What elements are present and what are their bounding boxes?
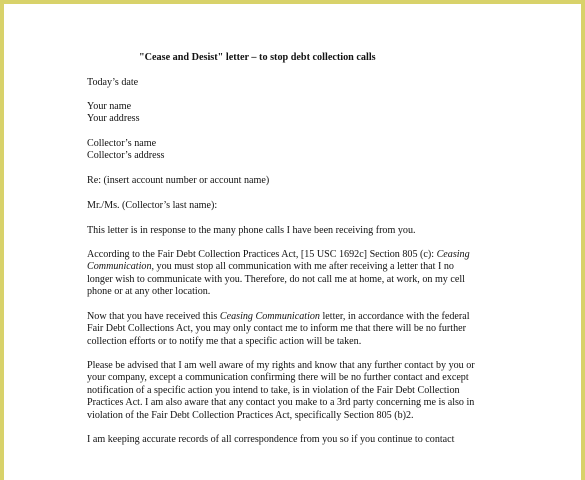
letter-title: "Cease and Desist" letter – to stop debt collection calls xyxy=(139,52,376,63)
reference-line xyxy=(87,175,507,187)
sender-block xyxy=(87,101,507,126)
paragraph-4-line-2: your company, except a communication confirming there will be no further contact and except xyxy=(87,372,469,384)
paragraph-3-italic-term: Ceasing Communication xyxy=(219,311,320,322)
paragraph-5 xyxy=(87,434,507,446)
paragraph-3-line-2: Fair Debt Collections Act, you may only contact me to inform me that there will be no further xyxy=(87,323,466,335)
paragraph-1-line-1: This letter is in response to the many phone calls I have been receiving from you. xyxy=(87,225,416,236)
paragraph-2-line-2 xyxy=(87,261,507,273)
date-line xyxy=(87,77,507,89)
paragraph-2-italic-term-cont: Communication xyxy=(87,261,152,273)
collector-address: Collector’s address xyxy=(87,150,165,162)
paragraph-4-line-4: Practices Act. I am also aware that any contact you make to a 3rd party concerning me is also in xyxy=(87,397,475,409)
paragraph-4-line-3: notification of a specific action you intend to take, is in violation of the Fair Debt Collection xyxy=(87,384,460,396)
paragraph-4-line-1: Please be advised that I am well aware of my rights and know that any further contact by you or xyxy=(87,360,475,371)
paragraph-3-line-3: collection efforts or to notify me that a specific action will be taken. xyxy=(87,335,362,347)
paragraph-2-line-4: phone or at any other location. xyxy=(87,286,211,298)
sender-name: Your name xyxy=(87,101,132,112)
paragraph-3-line-1 xyxy=(87,311,507,323)
collector-block xyxy=(87,138,507,163)
paragraph-2-text-cont: , you must stop all communication with me after receiving a letter that I no xyxy=(151,261,454,273)
paragraph-2-text: According to the Fair Debt Collection Practices Act, [15 USC 1692c] Section 805 (c): xyxy=(87,249,437,260)
paragraph-3 xyxy=(87,311,507,348)
sender-address: Your address xyxy=(87,113,140,125)
paragraph-5-line-1: I am keeping accurate records of all correspondence from you so if you continue to contact xyxy=(87,434,455,445)
letter-page xyxy=(4,4,581,480)
paragraph-2 xyxy=(87,249,507,299)
paragraph-3-text-cont: letter, in accordance with the federal xyxy=(319,311,470,322)
paragraph-4-line-5: violation of the Fair Debt Collection Practices Act, specifically Section 805 (b)2. xyxy=(87,409,414,421)
paragraph-4 xyxy=(87,360,507,422)
date-text: Today’s date xyxy=(87,77,139,88)
salutation-text: Mr./Ms. (Collector’s last name): xyxy=(87,200,218,211)
paragraph-3-text: Now that you have received this xyxy=(87,311,220,322)
paragraph-2-line-3: longer wish to communicate with you. Therefore, do not call me at home, at work, on my cell xyxy=(87,273,465,285)
reference-text: Re: (insert account number or account name) xyxy=(87,175,270,186)
collector-name: Collector’s name xyxy=(87,138,157,149)
salutation-line xyxy=(87,200,507,212)
paragraph-2-line-1 xyxy=(87,249,507,261)
paragraph-1 xyxy=(87,225,507,237)
paragraph-2-italic-term: Ceasing xyxy=(436,249,470,260)
